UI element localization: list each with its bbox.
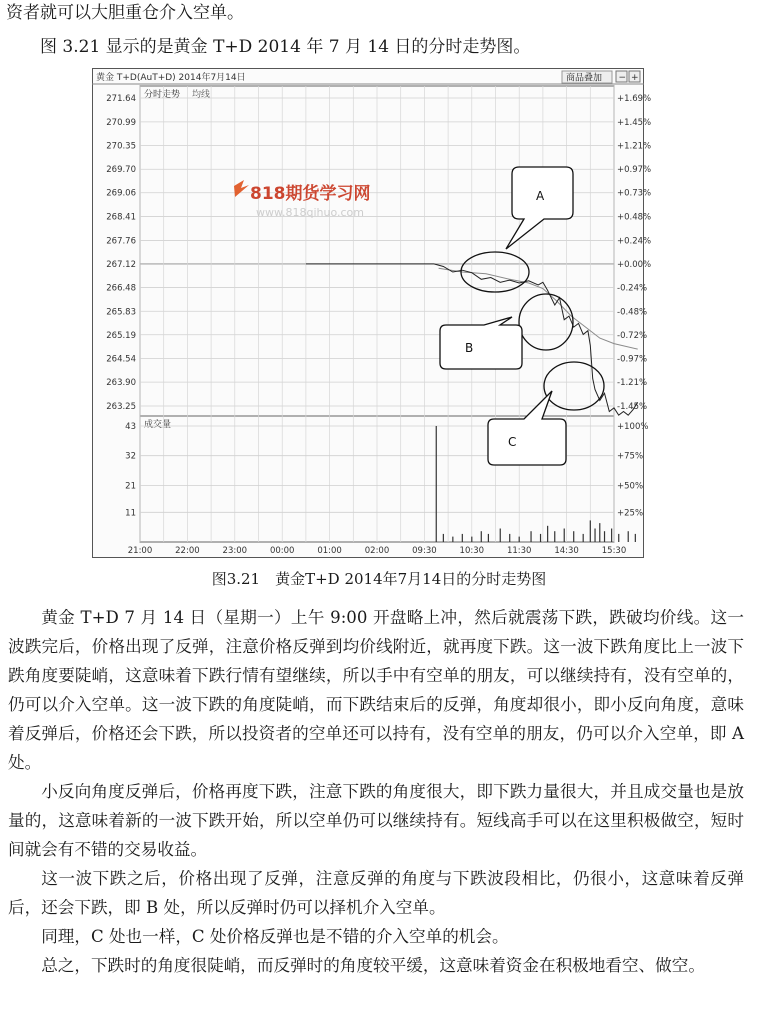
volume-pct-tick-label: +100% bbox=[617, 422, 649, 432]
time-tick-label: 14:30 bbox=[554, 546, 579, 556]
price-tick-label: 267.12 bbox=[106, 259, 136, 270]
watermark-brand: 818期货学习网 bbox=[250, 184, 371, 204]
pct-tick-label: +0.97% bbox=[617, 165, 652, 176]
intraday-chart bbox=[92, 68, 652, 558]
price-tick-label: 263.25 bbox=[106, 402, 136, 412]
time-tick-label: 23:00 bbox=[222, 546, 248, 556]
volume-tick-label: 21 bbox=[125, 481, 136, 492]
price-tick-label: 270.99 bbox=[106, 117, 136, 128]
paragraph-4: 同理，C 处也一样，C 处价格反弹也是不错的介入空单的机会。 bbox=[41, 927, 509, 946]
time-tick-label: 21:00 bbox=[127, 546, 153, 556]
price-tick-label: 266.48 bbox=[106, 283, 136, 294]
svg-text:+: + bbox=[631, 73, 639, 83]
price-tick-label: 271.64 bbox=[106, 94, 136, 104]
volume-pct-tick-label: +75% bbox=[617, 451, 644, 462]
price-tick-label: 264.54 bbox=[106, 354, 136, 365]
pct-tick-label: +0.48% bbox=[617, 212, 652, 223]
paragraph-2: 小反向角度反弹后，价格再度下跌，注意下跌的角度很大，即下跌力量很大，并且成交量也是放量的，这意味着新的一波下跌开始，所以空单仍可以继续持有。短线高手可以在这里积极做空，短时间就会有不错的交易收益。 bbox=[8, 782, 744, 859]
watermark-url: www.818qihuo.com bbox=[256, 206, 364, 219]
volume-tick-label: 43 bbox=[125, 422, 136, 432]
time-tick-label: 15:30 bbox=[601, 546, 627, 556]
pct-tick-label: -0.24% bbox=[617, 283, 648, 294]
paragraph-3: 这一波下跌之后，价格出现了反弹，注意反弹的角度与下跌波段相比，仍很小，这意味着反弹后，还会下跌，即 B 处，所以反弹时仍可以择机介入空单。 bbox=[8, 869, 744, 917]
paragraph-5: 总之，下跌时的角度很陡峭，而反弹时的角度较平缓，这意味着资金在积极地看空、做空。 bbox=[41, 956, 705, 975]
pct-tick-label: -1.45% bbox=[617, 402, 648, 412]
pct-tick-label: +0.00% bbox=[617, 259, 652, 270]
volume-label: 成交量 bbox=[144, 420, 172, 430]
callout-a-label: A bbox=[536, 189, 545, 203]
price-tick-label: 263.90 bbox=[106, 378, 136, 389]
pct-tick-label: -1.21% bbox=[617, 378, 648, 389]
price-tick-label: 270.35 bbox=[106, 141, 136, 152]
overlay-button[interactable] bbox=[562, 71, 612, 84]
pct-tick-label: +1.45% bbox=[617, 117, 652, 128]
callout-b-label: B bbox=[465, 341, 474, 355]
svg-text:商品叠加: 商品叠加 bbox=[566, 73, 603, 84]
paragraph-1: 黄金 T+D 7 月 14 日（星期一）上午 9:00 开盘略上冲，然后就震荡下跌，跌破均价线。这一波跌完后，价格出现了反弹，注意价格反弹到均价线附近，就再度下跌。这一波下跌角度比上一波下跌角度要陡峭，这意味着下跌行情有望继续，所以手中有空单的朋友，可以继续持有，没有空单的，仍可以介入空单。这一波下跌的角度陡峭，而下跌结束后的反弹，角度却很小，即小反向角度，意味着反弹后，价格还会下跌，所以投资者的空单还可以持有，没有空单的朋友，仍可以介入空单，即 A 处。 bbox=[8, 608, 744, 772]
price-tick-label: 269.70 bbox=[106, 165, 136, 176]
pct-tick-label: +0.24% bbox=[617, 236, 652, 247]
price-tick-label: 268.41 bbox=[106, 212, 136, 223]
callout-c-label: C bbox=[508, 435, 517, 449]
volume-pct-tick-label: +50% bbox=[617, 481, 644, 492]
tab-intraday[interactable]: 分时走势 bbox=[144, 90, 181, 100]
pct-tick-label: +1.69% bbox=[617, 94, 652, 104]
volume-tick-label: 32 bbox=[125, 451, 136, 462]
pct-tick-label: +1.21% bbox=[617, 141, 652, 152]
volume-tick-label: 11 bbox=[125, 508, 136, 519]
chart-window-title: 黄金 T+D(AuT+D) 2014年7月14日 bbox=[96, 73, 246, 83]
price-tick-label: 269.06 bbox=[106, 188, 136, 199]
time-tick-label: 09:30 bbox=[412, 546, 437, 556]
time-tick-label: 01:00 bbox=[317, 546, 342, 556]
time-tick-label: 22:00 bbox=[175, 546, 200, 556]
svg-text:−: − bbox=[618, 73, 627, 83]
figure-caption: 图3.21 黄金T+D 2014年7月14日的分时走势图 bbox=[211, 570, 547, 588]
time-tick-label: 11:30 bbox=[506, 546, 532, 556]
tab-average[interactable]: 均线 bbox=[192, 90, 211, 100]
figure-intro-line: 图 3.21 显示的是黄金 T+D 2014 年 7 月 14 日的分时走势图。 bbox=[40, 37, 531, 57]
time-tick-label: 10:30 bbox=[459, 546, 485, 556]
time-tick-label: 00:00 bbox=[269, 546, 295, 556]
volume-pct-tick-label: +25% bbox=[617, 508, 644, 519]
price-tick-label: 265.19 bbox=[106, 330, 136, 341]
price-tick-label: 265.83 bbox=[106, 307, 136, 318]
pct-tick-label: -0.72% bbox=[617, 330, 648, 341]
time-tick-label: 02:00 bbox=[364, 546, 390, 556]
pct-tick-label: -0.48% bbox=[617, 307, 648, 318]
pct-tick-label: +0.73% bbox=[617, 188, 652, 199]
top-text-line: 资者就可以大胆重仓介入空单。 bbox=[6, 3, 244, 23]
pct-tick-label: -0.97% bbox=[617, 354, 648, 365]
price-tick-label: 267.76 bbox=[106, 236, 136, 247]
